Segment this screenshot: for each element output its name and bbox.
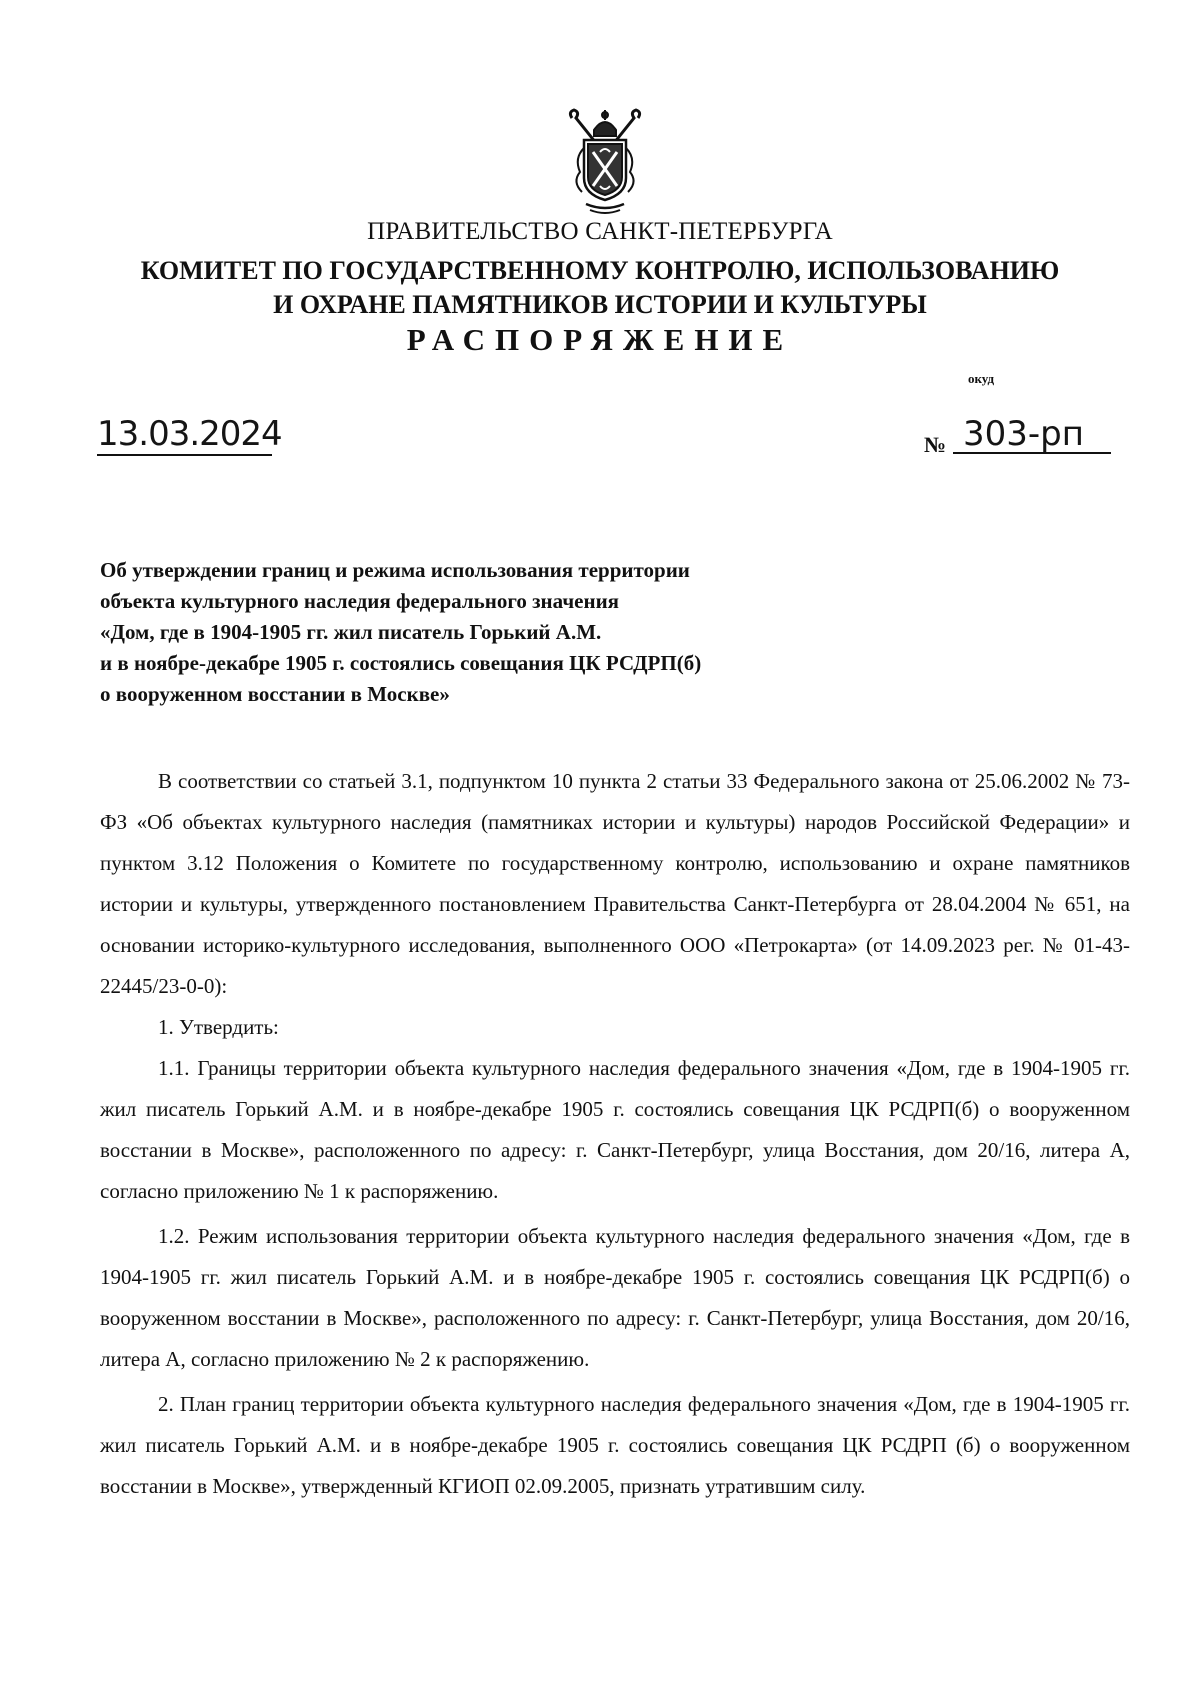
- item-1-2: 1.2. Режим использования территории объекта культурного наследия федерального значения «Дом, где в 1904-1905 гг. жил писатель Горький А.М. и в ноябре-декабре 1905 г. состоялись совещания ЦК РСДРП(б) о вооруженном восстании в Москве», расположенного по адресу: г. Санкт-Петербург, улица Восстания, дом 20/16, литера А, согласно приложению № 2 к распоряжению.: [100, 1224, 1130, 1371]
- committee-title-line1: КОМИТЕТ ПО ГОСУДАРСТВЕННОМУ КОНТРОЛЮ, ИСПОЛЬЗОВАНИЮ: [140, 256, 1060, 285]
- government-title: ПРАВИТЕЛЬСТВО САНКТ-ПЕТЕРБУРГА: [367, 218, 833, 245]
- subject-line: «Дом, где в 1904-1905 гг. жил писатель Горький А.М.: [100, 620, 602, 644]
- item-1-1: 1.1. Границы территории объекта культурного наследия федерального значения «Дом, где в 1904-1905 гг. жил писатель Горький А.М. и в ноябре-декабре 1905 г. состоялись совещания ЦК РСДРП(б) о вооруженном восстании в Москве», расположенного по адресу: г. Санкт-Петербург, улица Восстания, дом 20/16, литера А, согласно приложению № 1 к распоряжению.: [100, 1056, 1130, 1203]
- committee-title: [0, 254, 1200, 322]
- subject-line: и в ноябре-декабре 1905 г. состоялись совещания ЦК РСДРП(б): [100, 651, 702, 675]
- document-date: 13.03.2024: [97, 414, 282, 454]
- document-type: РАСПОРЯЖЕНИЕ: [406, 322, 794, 357]
- okud-label: окуд: [968, 371, 995, 386]
- saint-petersburg-coat-of-arms-icon: [560, 108, 650, 218]
- item-1: 1. Утвердить:: [158, 1015, 279, 1039]
- number-label: №: [924, 432, 947, 457]
- committee-title-line2: И ОХРАНЕ ПАМЯТНИКОВ ИСТОРИИ И КУЛЬТУРЫ: [273, 290, 927, 319]
- preamble-paragraph: В соответствии со статьей 3.1, подпунктом 10 пункта 2 статьи 33 Федерального закона от 25.06.2002 № 73-ФЗ «Об объектах культурного наследия (памятниках истории и культуры) народов Российской Федерации» и пунктом 3.12 Положения о Комитете по государственному контролю, использованию и охране памятников истории и культуры, утвержденного постановлением Правительства Санкт-Петербурга от 28.04.2004 № 651, на основании историко-культурного исследования, выполненного ООО «Петрокарта» (от 14.09.2023 рег. № 01-43-22445/23-0-0):: [100, 769, 1130, 998]
- subject-line: объекта культурного наследия федерального значения: [100, 589, 620, 613]
- subject-line: о вооруженном восстании в Москве»: [100, 682, 450, 706]
- item-2: 2. План границ территории объекта культурного наследия федерального значения «Дом, где в 1904-1905 гг. жил писатель Горький А.М. и в ноябре-декабре 1905 г. состоялись совещания ЦК РСДРП (б) о вооруженном восстании в Москве», утвержденный КГИОП 02.09.2005, признать утратившим силу.: [100, 1392, 1130, 1498]
- subject-line: Об утверждении границ и режима использования территории: [100, 558, 690, 582]
- document-number: 303-рп: [953, 414, 1111, 454]
- document-subject: [100, 555, 880, 710]
- document-body: [100, 761, 1130, 1507]
